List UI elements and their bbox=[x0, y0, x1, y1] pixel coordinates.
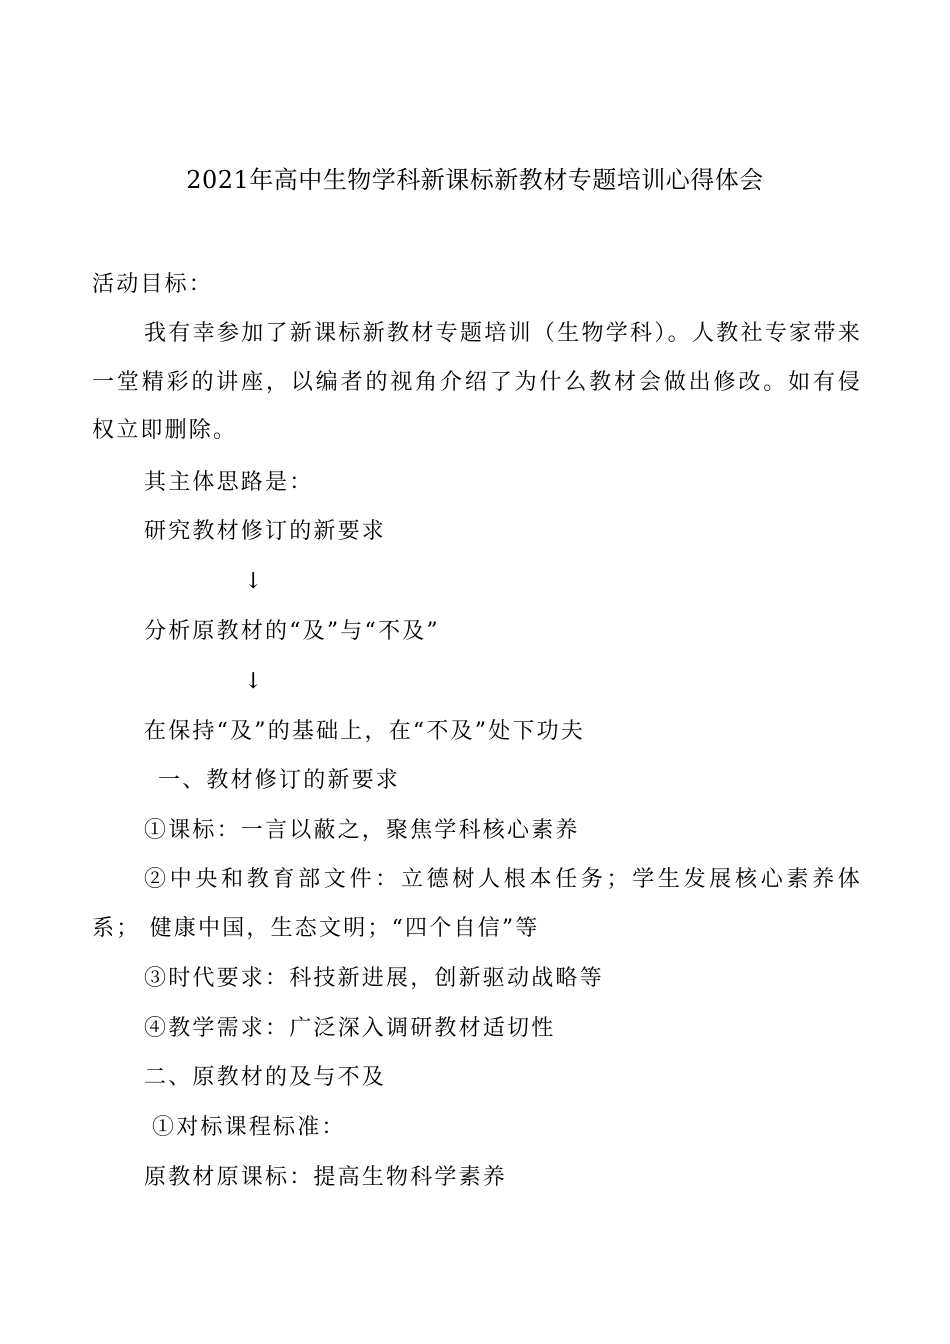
activity-goal-heading: 活动目标： bbox=[92, 272, 214, 297]
flow-step-1: 研究教材修订的新要求 bbox=[144, 519, 387, 544]
section-1-heading: 一、教材修订的新要求 bbox=[158, 768, 401, 793]
list-item-1: ①课标：一言以蔽之，聚焦学科核心素养 bbox=[144, 818, 580, 843]
main-idea-heading: 其主体思路是： bbox=[144, 470, 314, 495]
flow-arrow-2: ↓ bbox=[244, 669, 263, 694]
intro-paragraph: 我有幸参加了新课标新教材专题培训（生物学科）。人教社专家带来一堂精彩的讲座，以编者的视角介绍了为什么教材会做出修改。如有侵权立即删除。 bbox=[92, 321, 862, 443]
section-2-heading: 二、原教材的及与不及 bbox=[144, 1065, 387, 1090]
flow-step-3: 在保持“及”的基础上，在“不及”处下功夫 bbox=[144, 719, 585, 744]
document-title: 2021年高中生物学科新课标新教材专题培训心得体会 bbox=[186, 166, 764, 194]
list-item-2: ②中央和教育部文件：立德树人根本任务；学生发展核心素养体系； 健康中国，生态文明；“四个自信”等 bbox=[92, 867, 862, 941]
sub-item-1: ①对标课程标准： bbox=[152, 1115, 346, 1140]
list-item-3: ③时代要求：科技新进展，创新驱动战略等 bbox=[144, 966, 604, 991]
list-item-4: ④教学需求：广泛深入调研教材适切性 bbox=[144, 1016, 556, 1041]
flow-arrow-1: ↓ bbox=[244, 569, 263, 594]
flow-step-2: 分析原教材的“及”与“不及” bbox=[144, 619, 440, 644]
sub-item-1-line: 原教材原课标：提高生物科学素养 bbox=[144, 1165, 508, 1190]
